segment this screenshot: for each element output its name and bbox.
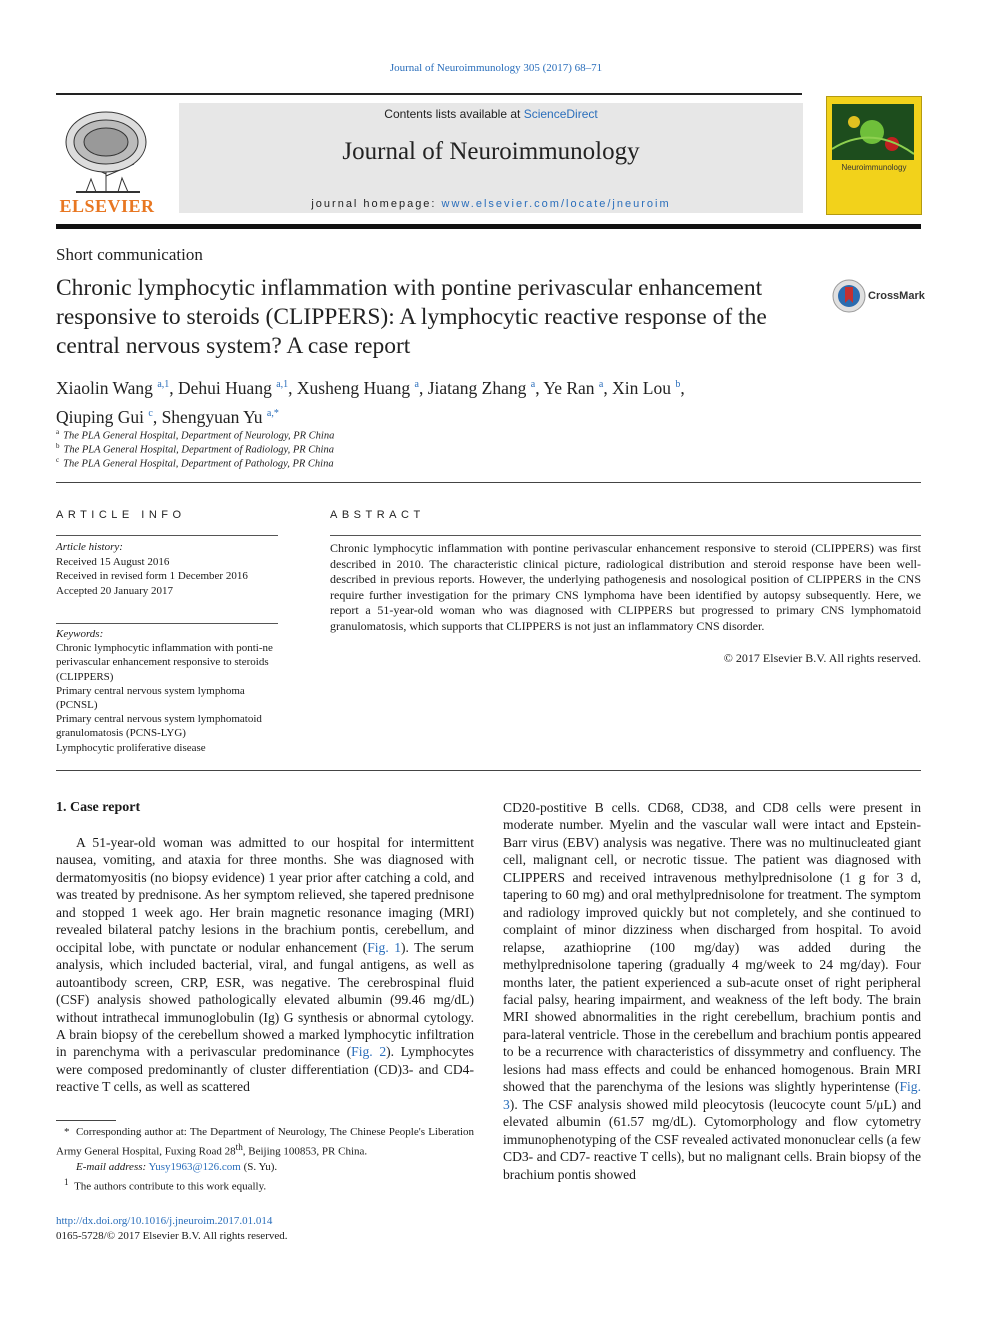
body-column-left: A 51-year-old woman was admitted to our hospital for intermittent nausea, vomiting, and ataxia for three months. She was diagnosed with dermatomyositis (no biopsy evidence) 1 year prior after catching a cold, and was treated by prednisone. As her symptom relieved, she tapered prednisone and stopped 1 week ago. Her brain magnetic resonance imaging (MRI) revealed bilateral patchy lesions in the brachium pontis, cerebellum, and occipital lobe, with punctate or nodular enhancement (Fig. 1). The serum analysis, which included bacterial, viral, and fungal antigens, as well as autoantibody screen, CRP, ESR, was negative. The cerebrospinal fluid (CSF) analysis showed pathologically elevated albumin (99.46 mg/dL) without intrathecal immunoglobulin (Ig) G synthesis or abnormal cytology. A brain biopsy of the cerebellum showed a marked lymphocytic infiltration in parenchyma with a perivascular predominance (Fig. 2). Lymphocytes were composed predominantly of cluster differentiation (CD)3- and CD4-reactive T cells, as well as scattered xyxy=(56,835,474,1095)
doi-link[interactable]: http://dx.doi.org/10.1016/j.jneuroim.2017.01.014 xyxy=(56,1215,273,1227)
article-title: Chronic lymphocytic inflammation with pontine perivascular enhancement responsive to steroids (CLIPPERS): A lymphocytic reactive response of the central nervous system? A case report xyxy=(56,275,767,359)
author[interactable]: Dehui Huang $^{a,1}$, xyxy=(178,377,297,398)
keyword: Primary central nervous system lymphoma (PCNSL) xyxy=(56,684,245,712)
divider xyxy=(56,623,278,624)
journal-citation[interactable]: Journal of Neuroimmunology 305 (2017) 68–71 xyxy=(389,62,603,74)
issn-copyright: 0165-5728/© 2017 Elsevier B.V. All rights reserved. xyxy=(56,1230,288,1242)
divider xyxy=(56,770,921,771)
homepage-prefix: journal homepage: xyxy=(311,198,442,210)
journal-title: Journal of Neuroimmunology xyxy=(342,138,640,165)
author[interactable]: Xin Lou $^b$, xyxy=(612,377,685,398)
corresponding-author-note: * Corresponding author at: The Department of Neurology, The Chinese People's Liberation Army General Hospital, Fuxing Road 28th, Beijing 100853, PR China. xyxy=(56,1126,475,1158)
cover-image-icon xyxy=(832,104,914,160)
fig1-link[interactable]: Fig. 1 xyxy=(367,939,402,955)
author[interactable]: Jiatang Zhang $^a$, xyxy=(427,377,544,398)
affiliation-b: $^b$ The PLA General Hospital, Department of Radiology, PR China xyxy=(56,442,334,456)
crossmark-label[interactable]: CrossMark xyxy=(868,290,925,302)
keyword: Chronic lymphocytic inflammation with ponti-ne perivascular enhancement responsive to steroids (CLIPPERS) xyxy=(56,642,273,683)
homepage-link[interactable]: www.elsevier.com/locate/jneuroim xyxy=(441,198,671,210)
article-info-heading: ARTICLE INFO xyxy=(56,509,186,521)
article-history xyxy=(56,540,278,598)
received-date: Received 15 August 2016 xyxy=(56,555,170,568)
contents-prefix: Contents lists available at xyxy=(384,107,524,121)
history-label: Article history: xyxy=(56,541,123,553)
keywords-block xyxy=(56,627,278,755)
keyword: Lymphocytic proliferative disease xyxy=(56,741,206,754)
header-thick-rule xyxy=(56,224,921,229)
accepted-date: Accepted 20 January 2017 xyxy=(56,584,173,597)
crossmark-icon[interactable] xyxy=(832,279,866,313)
fig2-link[interactable]: Fig. 2 xyxy=(351,1044,387,1060)
cover-title: Neuroimmunology xyxy=(841,163,907,172)
author[interactable]: Ye Ran $^a$, xyxy=(543,377,613,398)
footnote-rule xyxy=(56,1120,116,1121)
author[interactable]: Qiuping Gui $^c$, xyxy=(56,406,162,427)
footnotes xyxy=(56,1125,474,1194)
body-column-right: CD20-postitive B cells. CD68, CD38, and CD8 cells were present in moderate number. Myelin and the vascular wall were intact and Epstein-Barr virus (EBV) analysis was negative. There was no multinucleated giant cell, malignant cell, or necrotic tissue. The patient was diagnosed with CLIPPERS and received intravenous methylprednisolone (1 g for 3 d, tapering to 60 mg) and oral methylprednisolone for treatment. The symptom and radiology improved quickly but not completely, and she continued to complaint of minor dizziness when discharged from hospital. To avoid relapse, azathioprine (100 mg/day) was added during the methylprednisolone tapering (gradually 4 mg/week to 24 mg/day). Four months later, the patient experienced a sub-acute onset of right peripheral facial palsy, hearing impairment, and weakness of the left body. The brain MRI showed abnormalities in the right cerebellum, brachium pontis and para-lateral ventricle. Those in the cerebellum and brachium pontis appeared to be a recurrence with characteristics of dissymmetry and confluency. The lesions had mass effects and could be enhanced homogenous. Brain MRI showed that the parenchyma of the lesions was slightly hyperintense (Fig. 3). The CSF analysis showed mild pleocytosis (leucocyte count 5/μL) and elevated albumin (61.57 mg/dL). Cytomorphology and flow cytometry immunophenotyping of the CSF revealed activated mononuclear cells (a few CD3- and CD7- reactive T cells), but no malignant cells. Brain biopsy of the brachium pontis showed xyxy=(503,800,921,1182)
sciencedirect-link[interactable]: ScienceDirect xyxy=(523,107,598,121)
equal-contribution-note: $^1$ The authors contribute to this work equally. xyxy=(64,1176,267,1193)
author[interactable]: Xiaolin Wang $^{a,1}$, xyxy=(56,377,179,398)
abstract-text: Chronic lymphocytic inflammation with pontine perivascular enhancement responsive to steroid (CLIPPERS) was first described in 2010. The characteristic clinical picture, radiological distribution and steroid response have been well-described in previous reports. However, the underlying pathogenesis and nosological position of CLIPPERS in the CNS require further investigation for the primary CNS lymphoma have been identified by autopsy subsequently. Here, we report a 51-year-old woman who was diagnosed with CLIPPERS but progressed to primary CNS lymphomatoid granulomatosis, which supports that CLIPPERS is not just an inflammatory CNS disorder. xyxy=(330,541,921,633)
keywords-label: Keywords: xyxy=(56,628,104,640)
keyword: Primary central nervous system lymphomatoid granulomatosis (PCNS-LYG) xyxy=(56,713,262,740)
elsevier-wordmark: ELSEVIER xyxy=(59,196,155,216)
section-heading: 1. Case report xyxy=(56,800,141,815)
email-link[interactable]: Yusy1963@126.com xyxy=(148,1160,241,1173)
email-note: E-mail address: Yusy1963@126.com (S. Yu). xyxy=(76,1160,278,1173)
divider xyxy=(56,535,278,536)
revised-date: Received in revised form 1 December 2016 xyxy=(56,570,248,582)
divider xyxy=(330,535,921,536)
header-top-rule xyxy=(56,93,802,95)
affiliation-a: $^a$ The PLA General Hospital, Department of Neurology, PR China xyxy=(56,428,335,442)
author-list xyxy=(56,372,796,430)
affiliation-c: $^c$ The PLA General Hospital, Department of Pathology, PR China xyxy=(56,456,334,470)
author[interactable]: Shengyuan Yu $^{a,*}$ xyxy=(161,406,279,427)
author[interactable]: Xusheng Huang $^a$, xyxy=(296,377,428,398)
article-type: Short communication xyxy=(56,245,203,264)
journal-homepage-line xyxy=(179,198,803,210)
divider xyxy=(56,482,921,483)
abstract-copyright: © 2017 Elsevier B.V. All rights reserved. xyxy=(723,651,921,665)
abstract-heading: ABSTRACT xyxy=(330,509,425,521)
contents-available-line xyxy=(179,107,803,121)
fig3-link[interactable]: Fig. 3 xyxy=(503,1079,921,1112)
